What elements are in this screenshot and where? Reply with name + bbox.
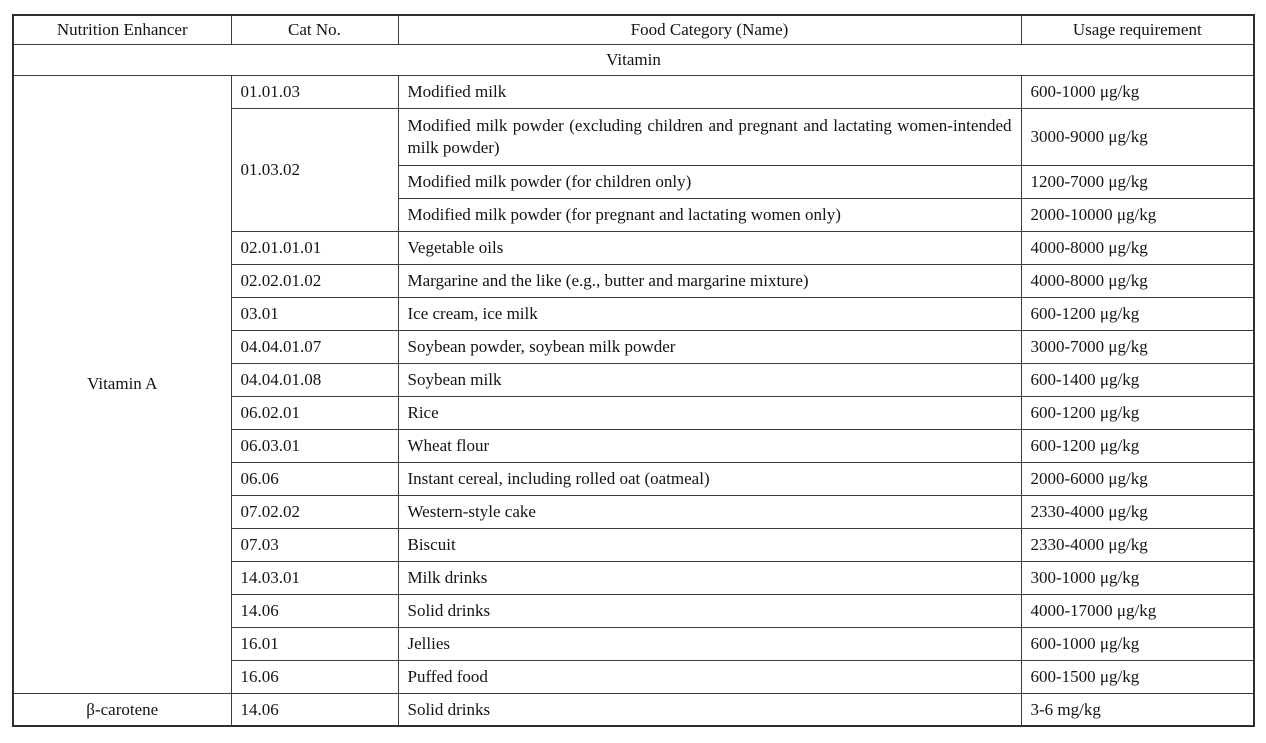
cell-food-category: Solid drinks bbox=[398, 594, 1021, 627]
cell-usage: 600-1400 μg/kg bbox=[1021, 363, 1254, 396]
cell-cat-no: 02.02.01.02 bbox=[231, 264, 398, 297]
cell-cat-no: 06.02.01 bbox=[231, 396, 398, 429]
cell-food-category: Jellies bbox=[398, 627, 1021, 660]
cell-cat-no: 16.06 bbox=[231, 660, 398, 693]
cell-usage: 4000-8000 μg/kg bbox=[1021, 264, 1254, 297]
cell-usage: 1200-7000 μg/kg bbox=[1021, 165, 1254, 198]
cell-usage: 600-1500 μg/kg bbox=[1021, 660, 1254, 693]
cell-cat-no: 14.06 bbox=[231, 693, 398, 726]
header-cat-no: Cat No. bbox=[231, 15, 398, 44]
cell-food-category: Modified milk bbox=[398, 75, 1021, 108]
cell-food-category: Instant cereal, including rolled oat (oatmeal) bbox=[398, 462, 1021, 495]
cell-usage: 600-1200 μg/kg bbox=[1021, 396, 1254, 429]
cell-usage: 2000-10000 μg/kg bbox=[1021, 198, 1254, 231]
cell-cat-no: 06.03.01 bbox=[231, 429, 398, 462]
cell-food-category: Ice cream, ice milk bbox=[398, 297, 1021, 330]
cell-usage: 600-1200 μg/kg bbox=[1021, 429, 1254, 462]
header-usage-requirement: Usage requirement bbox=[1021, 15, 1254, 44]
cell-cat-no: 03.01 bbox=[231, 297, 398, 330]
table-row bbox=[13, 75, 1254, 108]
cell-usage: 3000-9000 μg/kg bbox=[1021, 108, 1254, 165]
nutrition-enhancer-table bbox=[12, 14, 1255, 727]
cell-food-category: Modified milk powder (for pregnant and lactating women only) bbox=[398, 198, 1021, 231]
cell-cat-no: 06.06 bbox=[231, 462, 398, 495]
cell-cat-no: 16.01 bbox=[231, 627, 398, 660]
cell-usage: 2330-4000 μg/kg bbox=[1021, 495, 1254, 528]
cell-food-category: Western-style cake bbox=[398, 495, 1021, 528]
cell-food-category: Puffed food bbox=[398, 660, 1021, 693]
cell-cat-no: 07.03 bbox=[231, 528, 398, 561]
cell-cat-no: 04.04.01.07 bbox=[231, 330, 398, 363]
cell-food-category: Wheat flour bbox=[398, 429, 1021, 462]
cell-cat-no: 04.04.01.08 bbox=[231, 363, 398, 396]
section-title: Vitamin bbox=[13, 44, 1254, 75]
cell-food-category: Milk drinks bbox=[398, 561, 1021, 594]
cell-food-category: Rice bbox=[398, 396, 1021, 429]
cell-usage: 3-6 mg/kg bbox=[1021, 693, 1254, 726]
cell-usage: 3000-7000 μg/kg bbox=[1021, 330, 1254, 363]
header-food-category: Food Category (Name) bbox=[398, 15, 1021, 44]
cell-usage: 600-1200 μg/kg bbox=[1021, 297, 1254, 330]
cell-food-category: Solid drinks bbox=[398, 693, 1021, 726]
cell-food-category: Vegetable oils bbox=[398, 231, 1021, 264]
cell-usage: 300-1000 μg/kg bbox=[1021, 561, 1254, 594]
cell-food-category: Soybean milk bbox=[398, 363, 1021, 396]
cell-usage: 2000-6000 μg/kg bbox=[1021, 462, 1254, 495]
cell-food-category: Biscuit bbox=[398, 528, 1021, 561]
header-nutrition-enhancer: Nutrition Enhancer bbox=[13, 15, 231, 44]
cell-usage: 4000-8000 μg/kg bbox=[1021, 231, 1254, 264]
cell-cat-no: 02.01.01.01 bbox=[231, 231, 398, 264]
section-row-vitamin bbox=[13, 44, 1254, 75]
enhancer-beta-carotene: β-carotene bbox=[13, 693, 231, 726]
cell-food-category: Modified milk powder (for children only) bbox=[398, 165, 1021, 198]
cell-usage: 600-1000 μg/kg bbox=[1021, 627, 1254, 660]
cell-cat-no: 14.06 bbox=[231, 594, 398, 627]
cell-usage: 2330-4000 μg/kg bbox=[1021, 528, 1254, 561]
cell-food-category: Margarine and the like (e.g., butter and margarine mixture) bbox=[398, 264, 1021, 297]
cell-food-category: Modified milk powder (excluding children and pregnant and lactating women-intended milk powder) bbox=[398, 108, 1021, 165]
cell-cat-no: 01.03.02 bbox=[231, 108, 398, 231]
cell-cat-no: 07.02.02 bbox=[231, 495, 398, 528]
cell-usage: 4000-17000 μg/kg bbox=[1021, 594, 1254, 627]
enhancer-vitamin-a: Vitamin A bbox=[13, 75, 231, 693]
table-row bbox=[13, 693, 1254, 726]
cell-cat-no: 14.03.01 bbox=[231, 561, 398, 594]
cell-food-category: Soybean powder, soybean milk powder bbox=[398, 330, 1021, 363]
cell-cat-no: 01.01.03 bbox=[231, 75, 398, 108]
header-row bbox=[13, 15, 1254, 44]
cell-usage: 600-1000 μg/kg bbox=[1021, 75, 1254, 108]
